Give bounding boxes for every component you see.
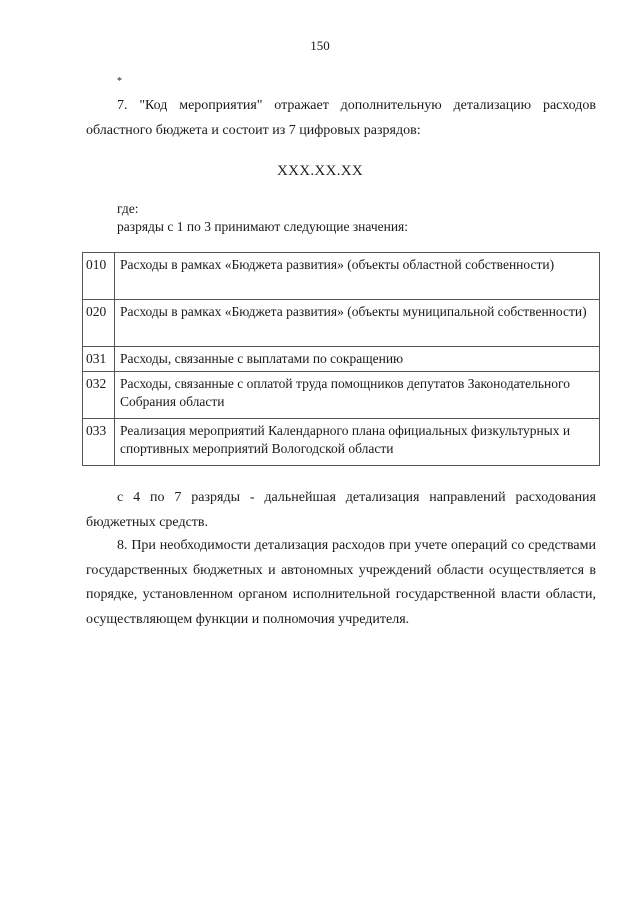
paragraph-digits-4-7-text: с 4 по 7 разряды - дальнейшая детализация направлений расходования бюджетных средств.: [86, 490, 596, 530]
scan-mark: *: [117, 76, 122, 87]
page-number: 150: [310, 38, 330, 53]
table-row: [83, 419, 600, 466]
table-row: [83, 372, 600, 419]
codes-table: [82, 252, 600, 466]
paragraph-item-8: [86, 534, 596, 632]
table-row: [83, 347, 600, 372]
code-cell: 010: [83, 253, 115, 300]
paragraph-item-7: [86, 94, 596, 143]
code-cell: 032: [83, 372, 115, 419]
paragraph-digits-4-7: [86, 486, 596, 535]
code-cell: 033: [83, 419, 115, 466]
description-cell: Расходы в рамках «Бюджета развития» (объекты областной собственности): [115, 253, 600, 300]
description-cell: Расходы в рамках «Бюджета развития» (объекты муниципальной собственности): [115, 300, 600, 347]
code-format: XXX.XX.XX: [276, 163, 364, 179]
paragraph-item-8-text: 8. При необходимости детализация расходов при учете операций со средствами государственных бюджетных и автономных учреждений области осуществляется в порядке, установленном органом исполнительной государственной власти области, осуществляющем функции и полномочия учредителя.: [86, 538, 596, 627]
paragraph-item-7-text: 7. "Код мероприятия" отражает дополнительную детализацию расходов областного бюджета и состоит из 7 цифровых разрядов:: [86, 98, 596, 138]
where-label: где:: [117, 201, 139, 216]
table-row: [83, 253, 600, 300]
code-cell: 031: [83, 347, 115, 372]
description-cell: Расходы, связанные с выплатами по сокращению: [115, 347, 600, 372]
where-description: разряды с 1 по 3 принимают следующие значения:: [117, 219, 409, 234]
code-cell: 020: [83, 300, 115, 347]
description-cell: Реализация мероприятий Календарного плана официальных физкультурных и спортивных мероприятий Вологодской области: [115, 419, 600, 466]
description-cell: Расходы, связанные с оплатой труда помощников депутатов Законодательного Собрания области: [115, 372, 600, 419]
table-row: [83, 300, 600, 347]
